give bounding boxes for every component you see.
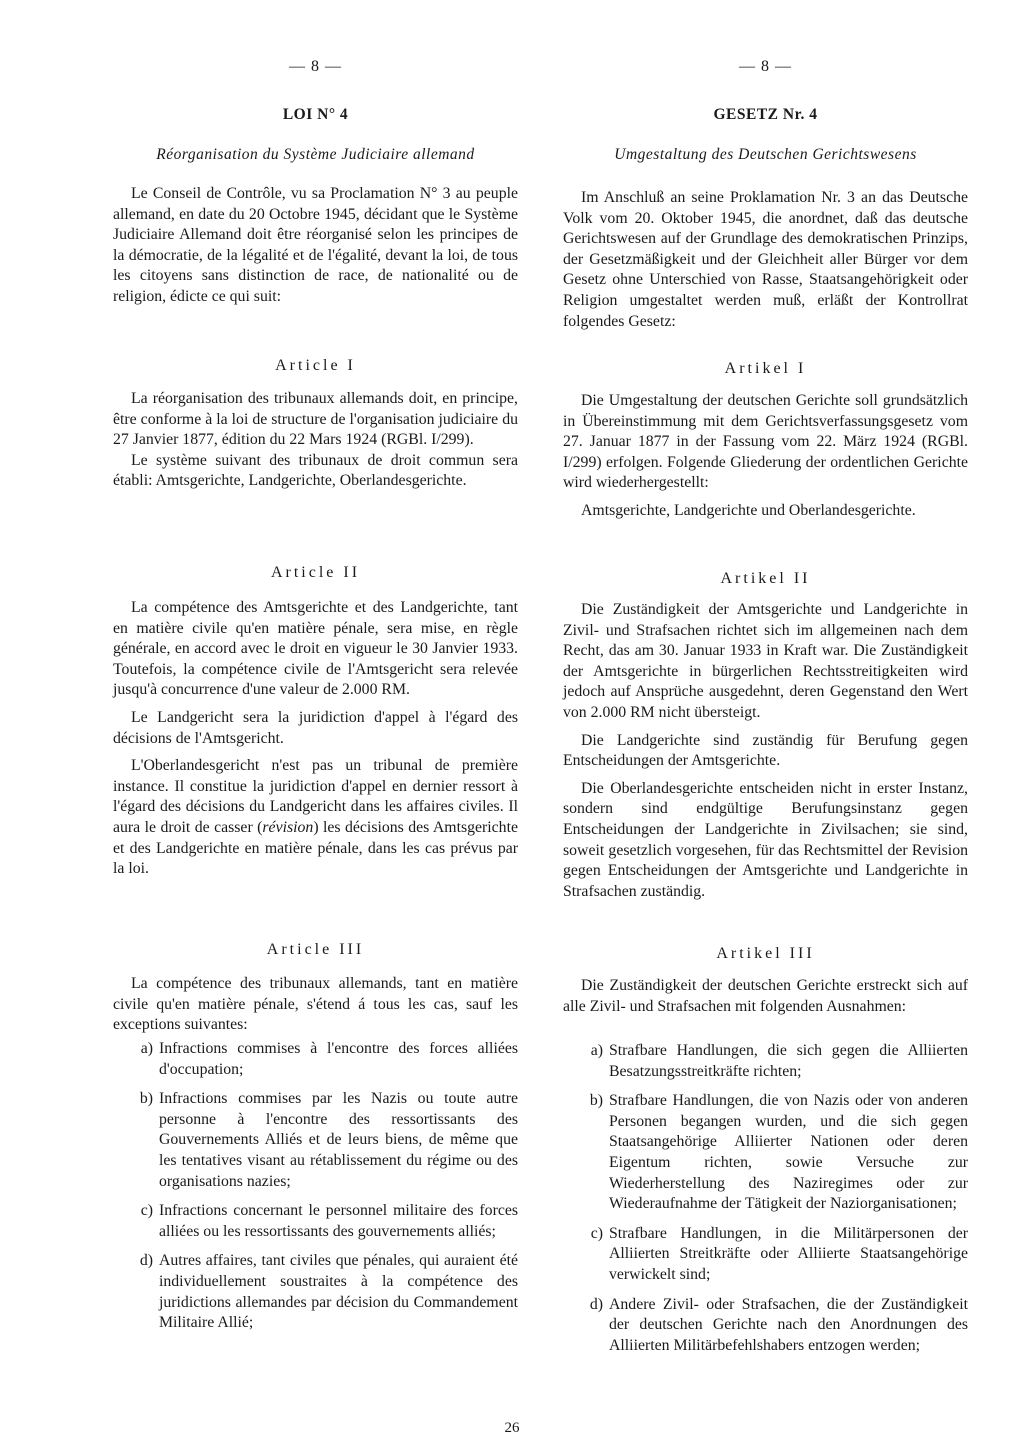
- preamble-text: Im Anschluß an seine Proklamation Nr. 3 an das Deutsche Volk vom 20. Oktober 1945, die anordnet, daß das deutsche Gerichtswesen auf der Grundlage des demokratischen Prinzips, der Gesetzmäßigkeit und der Gleichheit aller Bürger vor dem Gesetz ohne Unterschied von Rasse, Staatsangehörigkeit oder Religion umgestaltet werden muß, erläßt der Kontrollrat folgendes Gesetz:: [563, 189, 968, 330]
- exceptions-list-de: [563, 1041, 968, 1365]
- article-3-heading-fr: Article III: [266, 941, 365, 958]
- article-3-intro-fr: [113, 974, 518, 1036]
- list-item: b) Strafbare Handlungen, die von Nazis oder von anderen Personen begangen wurden, und die sich gegen Staatsangehörige Alliierter Nationen oder deren Eigentum richten, sowie Versuche zur Wiederherstellung des Naziregimes oder zur Wiederaufnahme der Tätigkeit der Naziorganisationen;: [589, 1092, 968, 1213]
- list-item: a) Infractions commises à l'encontre des forces alliées d'occupation;: [140, 1040, 518, 1078]
- exceptions-list-fr: [113, 1039, 518, 1343]
- article-1-heading-fr: Article I: [275, 357, 356, 374]
- article-1-body-de: [563, 391, 968, 522]
- list-item: d) Andere Zivil- oder Strafsachen, die der Zuständigkeit der deutschen Gerichte nach den Anordnungen des Alliierten Militärbefehlshabers entzogen werden;: [589, 1295, 968, 1354]
- article-3-intro-de: [563, 976, 968, 1017]
- article-2-para-1: La compétence des Amtsgerichte et des Landgerichte, tant en matière civile qu'en matière pénale, sera mise, en règle générale, en accord avec le droit en vigueur le 30 Janvier 1933. Toutefois, la compétence civile de l'Amtsgericht sera relevée jusqu'à concurrence d'une valeur de 2.000 RM.: [113, 599, 518, 699]
- list-item: b) Infractions commises par les Nazis ou toute autre personne à l'encontre des ressortissants des Gouvernements Alliés et de leurs biens, de même que les tentatives visant au rétablissement du régime ou des organisations nazies;: [139, 1090, 518, 1190]
- article-2-body-fr: [113, 598, 518, 880]
- preamble-fr: [113, 184, 518, 308]
- article-1-body-fr: [113, 389, 518, 492]
- list-item: d) Autres affaires, tant civiles que pénales, qui auraient été individuellement soustraites à la compétence des juridictions allemandes par décision du Commandement Militaire Allié;: [139, 1252, 518, 1332]
- article-3-heading-de: Artikel III: [716, 945, 815, 962]
- preamble-text: Le Conseil de Contrôle, vu sa Proclamation N° 3 au peuple allemand, en date du 20 Octobre 1945, décidant que le Système Judiciaire Allemand doit être réorganisé selon les principes de la démocratie, de la légalité et de l'égalité, devant la loi, de tous les citoyens sans distinction de race, de nationalité ou de religion, édicte ce qui suit:: [113, 185, 518, 305]
- article-1-para-1: La réorganisation des tribunaux allemands doit, en principe, être conforme à la loi de structure de l'organisation judiciaire du 27 Janvier 1877, édition du 22 Mars 1924 (RGBl. I/299).: [113, 390, 518, 449]
- article-1-heading-de: Artikel I: [724, 360, 807, 377]
- article-2-body-de: [563, 600, 968, 902]
- law-title-fr: LOI N° 4: [282, 106, 349, 123]
- article-2-para-2: Le Landgericht sera la juridiction d'appel à l'égard des décisions de l'Amtsgericht.: [113, 708, 518, 747]
- law-title-de: GESETZ Nr. 4: [713, 106, 818, 123]
- law-subtitle-de: Umgestaltung des Deutschen Gerichtswesens: [614, 146, 917, 163]
- article-2-heading-fr: Article II: [270, 564, 361, 581]
- article-2-para-1: Die Zuständigkeit der Amtsgerichte und Landgerichte in Zivil- und Strafsachen richtet sich im allgemeinen nach dem Recht, das am 30. Januar 1933 in Kraft war. Die Zuständigkeit der Amtsgerichte in bürgerlichen Rechtsstreitigkeiten wird jedoch auf Ansprüche ausgedehnt, deren Gegenstand den Wert von 2.000 RM nicht übersteigt.: [563, 601, 968, 721]
- article-2-heading-de: Artikel II: [720, 570, 811, 587]
- article-2-para-3: L'Oberlandesgericht n'est pas un tribunal de première instance. Il constitue la juridiction d'appel en dernier ressort à l'égard des décisions du Landgericht dans les affaires civiles. Il aura le droit de casser (révision) les décisions des Amtsgerichte et des Landgerichte en matière pénale, dans les cas prévus par la loi.: [113, 757, 518, 878]
- article-1-para-2: Le système suivant des tribunaux de droit commun sera établi: Amtsgerichte, Landgerichte, Oberlandesgerichte.: [113, 451, 518, 490]
- list-item: c) Strafbare Handlungen, in die Militärpersonen der Alliierten Streitkräfte oder Alliierte Staatsangehörige verwickelt sind;: [590, 1224, 968, 1283]
- page-number-right: — 8 —: [739, 58, 792, 75]
- law-subtitle-fr: Réorganisation du Système Judiciaire allemand: [156, 146, 475, 163]
- article-3-para-1: Die Zuständigkeit der deutschen Gerichte erstreckt sich auf alle Zivil- und Strafsachen mit folgenden Ausnahmen:: [563, 977, 968, 1015]
- list-item: a) Strafbare Handlungen, die sich gegen die Alliierten Besatzungsstreitkräfte richten;: [590, 1042, 968, 1080]
- article-3-para-1: La compétence des tribunaux allemands, tant en matière civile qu'en matière pénale, s'étend á tous les cas, sauf les exceptions suivantes:: [113, 975, 518, 1034]
- article-2-para-3: Die Oberlandesgerichte entscheiden nicht in erster Instanz, sondern sind endgültige Berufungsinstanz gegen Entscheidungen der Landgerichte in Zivilsachen; sie sind, soweit gesetzlich vorgesehen, für das Rechtsmittel der Revision gegen Entscheidungen der Amtsgerichte und Landgerichte in Strafsachen zuständig.: [563, 779, 968, 900]
- article-1-para-2: Amtsgerichte, Landgerichte und Oberlandesgerichte.: [581, 501, 916, 519]
- article-2-para-2: Die Landgerichte sind zuständig für Berufung gegen Entscheidungen der Amtsgerichte.: [563, 731, 968, 770]
- page-number-left: — 8 —: [289, 58, 342, 75]
- footer-page-number: 26: [504, 1420, 520, 1436]
- list-item: c) Infractions concernant le personnel militaire des forces alliées ou les ressortissants des gouvernements alliés;: [140, 1202, 518, 1240]
- preamble-de: [563, 188, 968, 332]
- revision-term: révision: [262, 818, 314, 836]
- article-1-para-1: Die Umgestaltung der deutschen Gerichte soll grundsätzlich in Übereinstimmung mit dem Gerichtsverfassungsgesetz vom 27. Januar 1877 in der Fassung vom 22. März 1924 (RGBl. I/299) erfolgen. Folgende Gliederung der ordentlichen Gerichte wird wiederhergestellt:: [563, 392, 968, 492]
